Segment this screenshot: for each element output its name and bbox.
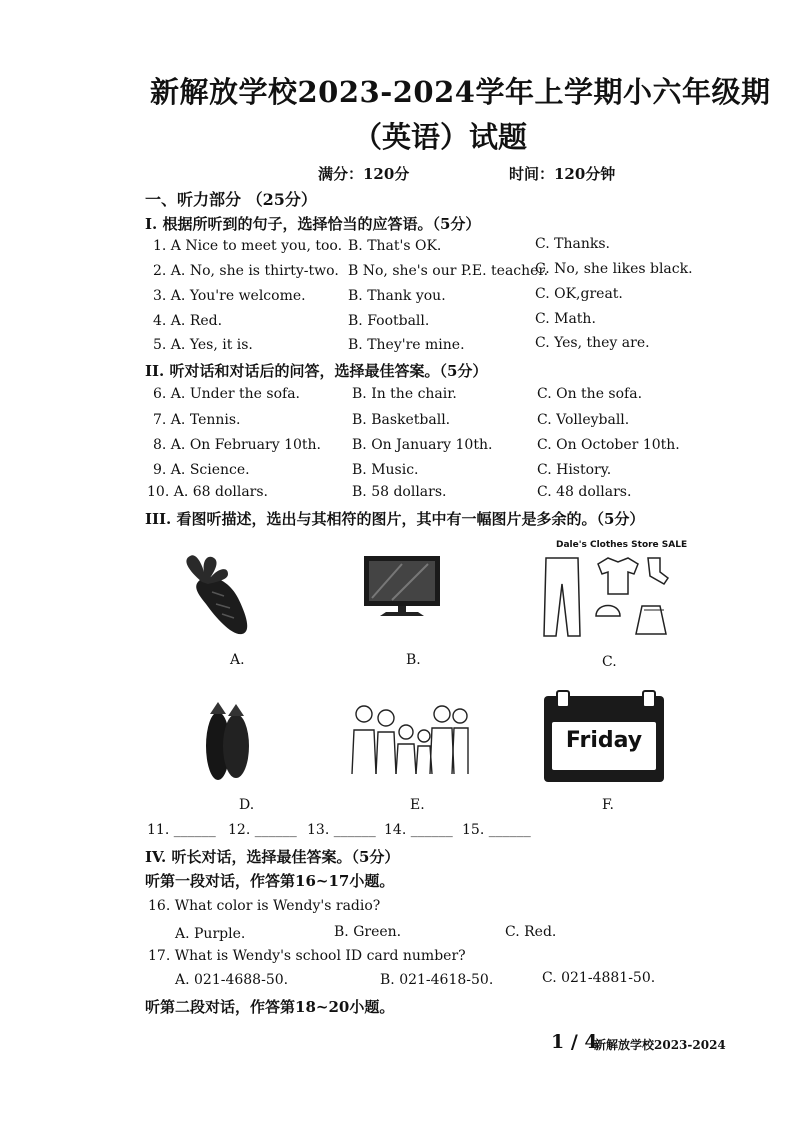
q4-option-a: 4. A. Red. <box>153 313 223 329</box>
q10-option-c: C. 48 dollars. <box>537 484 632 500</box>
part1-heading: 一、听力部分 （25分） <box>145 190 317 209</box>
clothes-picture <box>536 554 676 640</box>
blank-11[interactable]: 11. ______ <box>147 822 216 838</box>
carrot-picture <box>172 552 264 638</box>
blank-15[interactable]: 15. ______ <box>462 822 531 838</box>
q7-option-a: 7. A. Tennis. <box>153 412 241 428</box>
question-16: 16. What color is Wendy's radio? <box>148 898 381 914</box>
section4-heading: IV. 听长对话，选择最佳答案。（5分） <box>145 848 400 866</box>
q7-option-b: B. Basketball. <box>352 412 451 428</box>
q6-option-b: B. In the chair. <box>352 386 457 402</box>
q8-option-a: 8. A. On February 10th. <box>153 437 321 453</box>
q2-option-c: C. No, she likes black. <box>535 261 693 277</box>
q1-option-b: B. That's OK. <box>348 238 442 254</box>
q1-option-c: C. Thanks. <box>535 236 610 252</box>
q16-option-c: C. Red. <box>505 924 557 940</box>
q17-option-c: C. 021-4881-50. <box>542 970 656 986</box>
picture-label-b: B. <box>406 652 421 668</box>
picture-label-c: C. <box>602 654 617 670</box>
section1-heading: I. 根据所听到的句子，选择恰当的应答语。（5分） <box>145 215 481 233</box>
q6-option-a: 6. A. Under the sofa. <box>153 386 300 402</box>
q3-option-c: C. OK,great. <box>535 286 623 302</box>
picture-label-e: E. <box>410 797 425 813</box>
blank-12[interactable]: 12. ______ <box>228 822 297 838</box>
q3-option-b: B. Thank you. <box>348 288 446 304</box>
q5-option-b: B. They're mine. <box>348 337 465 353</box>
exam-title-line1: 新解放学校2023-2024学年上学期小六年级期 <box>150 75 771 109</box>
q8-option-c: C. On October 10th. <box>537 437 680 453</box>
q9-option-b: B. Music. <box>352 462 419 478</box>
q10-option-b: B. 58 dollars. <box>352 484 447 500</box>
q16-option-b: B. Green. <box>334 924 402 940</box>
section3-heading: III. 看图听描述，选出与其相符的图片，其中有一幅图片是多余的。（5分） <box>145 510 645 528</box>
picture-label-d: D. <box>239 797 255 813</box>
q4-option-c: C. Math. <box>535 311 596 327</box>
eggplant-picture <box>200 698 256 782</box>
exam-title-line2: （英语）试题 <box>353 120 528 154</box>
q4-option-b: B. Football. <box>348 313 430 329</box>
picture-label-a: A. <box>230 652 245 668</box>
footer-school: 新解放学校2023-2024 <box>594 1038 726 1052</box>
question-17: 17. What is Wendy's school ID card number? <box>148 948 466 964</box>
q7-option-c: C. Volleyball. <box>537 412 630 428</box>
q6-option-c: C. On the sofa. <box>537 386 643 402</box>
q10-option-a: 10. A. 68 dollars. <box>147 484 269 500</box>
q2-option-b: B No, she's our P.E. teacher. <box>348 263 549 279</box>
q2-option-a: 2. A. No, she is thirty-two. <box>153 263 339 279</box>
time-limit: 时间：120分钟 <box>509 165 616 183</box>
q1-option-a: 1. A Nice to meet you, too. <box>153 238 343 254</box>
section2-heading: II. 听对话和对话后的问答，选择最佳答案。（5分） <box>145 362 488 380</box>
dialog1-instruction: 听第一段对话，作答第16~17小题。 <box>145 872 395 890</box>
q9-option-a: 9. A. Science. <box>153 462 250 478</box>
q17-option-b: B. 021-4618-50. <box>380 972 494 988</box>
blank-14[interactable]: 14. ______ <box>384 822 453 838</box>
calendar-picture <box>544 696 664 782</box>
full-score: 满分：120分 <box>318 165 410 183</box>
picture-label-f: F. <box>602 797 614 813</box>
tv-picture <box>362 554 442 620</box>
q5-option-a: 5. A. Yes, it is. <box>153 337 253 353</box>
store-caption: Dale's Clothes Store SALE <box>556 540 688 550</box>
q16-option-a: A. Purple. <box>175 926 246 942</box>
q9-option-c: C. History. <box>537 462 612 478</box>
q5-option-c: C. Yes, they are. <box>535 335 650 351</box>
family-picture <box>350 696 470 776</box>
q17-option-a: A. 021-4688-50. <box>175 972 289 988</box>
page-number: 1 / 4 <box>551 1031 598 1053</box>
calendar-day-text: Friday <box>565 728 643 753</box>
q3-option-a: 3. A. You're welcome. <box>153 288 306 304</box>
dialog2-instruction: 听第二段对话，作答第18~20小题。 <box>145 998 395 1016</box>
blank-13[interactable]: 13. ______ <box>307 822 376 838</box>
q8-option-b: B. On January 10th. <box>352 437 493 453</box>
